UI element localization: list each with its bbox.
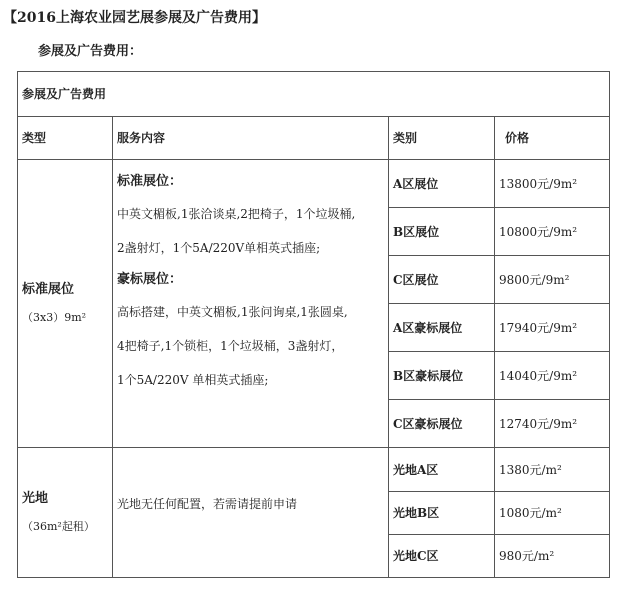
header-type: 类型 (18, 117, 113, 160)
category-cell: B区豪标展位 (389, 352, 495, 400)
category-cell: 光地A区 (389, 448, 495, 492)
category-cell: C区豪标展位 (389, 400, 495, 448)
type-name: 标准展位 (22, 281, 75, 297)
price-cell: 1380元/m² (495, 448, 610, 492)
service-deluxe-heading: 豪标展位： (117, 272, 183, 287)
service-line: 1个5A/220V 单相英式插座; (117, 373, 269, 387)
service-standard-heading: 标准展位： (117, 174, 183, 189)
table-row (18, 160, 610, 208)
category-cell: 光地B区 (389, 492, 495, 535)
price-cell: 9800元/9m² (495, 256, 610, 304)
price-cell: 13800元/9m² (495, 160, 610, 208)
price-cell: 980元/m² (495, 535, 610, 578)
type-name: 光地 (22, 490, 49, 506)
type-size: （36m²起租） (22, 519, 95, 533)
table-row (18, 448, 610, 492)
table-title-row (18, 72, 610, 117)
price-cell: 1080元/m² (495, 492, 610, 535)
service-cell-raw-space: 光地无任何配置，若需请提前申请 (113, 448, 389, 578)
category-cell: 光地C区 (389, 535, 495, 578)
fee-table (17, 71, 610, 578)
type-cell-standard (18, 160, 113, 448)
type-size: （3x3）9m² (22, 310, 87, 324)
table-title: 参展及广告费用 (18, 72, 610, 117)
type-cell-raw-space (18, 448, 113, 578)
section-subheading: 参展及广告费用： (38, 44, 143, 59)
price-cell: 10800元/9m² (495, 208, 610, 256)
price-cell: 12740元/9m² (495, 400, 610, 448)
category-cell: B区展位 (389, 208, 495, 256)
table-header-row (18, 117, 610, 160)
category-cell: A区展位 (389, 160, 495, 208)
price-cell: 14040元/9m² (495, 352, 610, 400)
price-cell: 17940元/9m² (495, 304, 610, 352)
page-heading: 【2016上海农业园艺展参展及广告费用】 (3, 10, 266, 26)
service-line: 2盏射灯，1个5A/220V单相英式插座; (117, 241, 321, 255)
header-price: 价格 (495, 117, 610, 160)
service-line: 高标搭建，中英文楣板,1张问询桌,1张圆桌, (117, 305, 348, 319)
header-category: 类别 (389, 117, 495, 160)
service-cell-standard (113, 160, 389, 448)
header-service: 服务内容 (113, 117, 389, 160)
category-cell: A区豪标展位 (389, 304, 495, 352)
service-line: 4把椅子,1个锁柜，1个垃圾桶，3盏射灯， (117, 339, 344, 353)
service-line: 中英文楣板,1张洽谈桌,2把椅子，1个垃圾桶, (117, 207, 356, 221)
category-cell: C区展位 (389, 256, 495, 304)
